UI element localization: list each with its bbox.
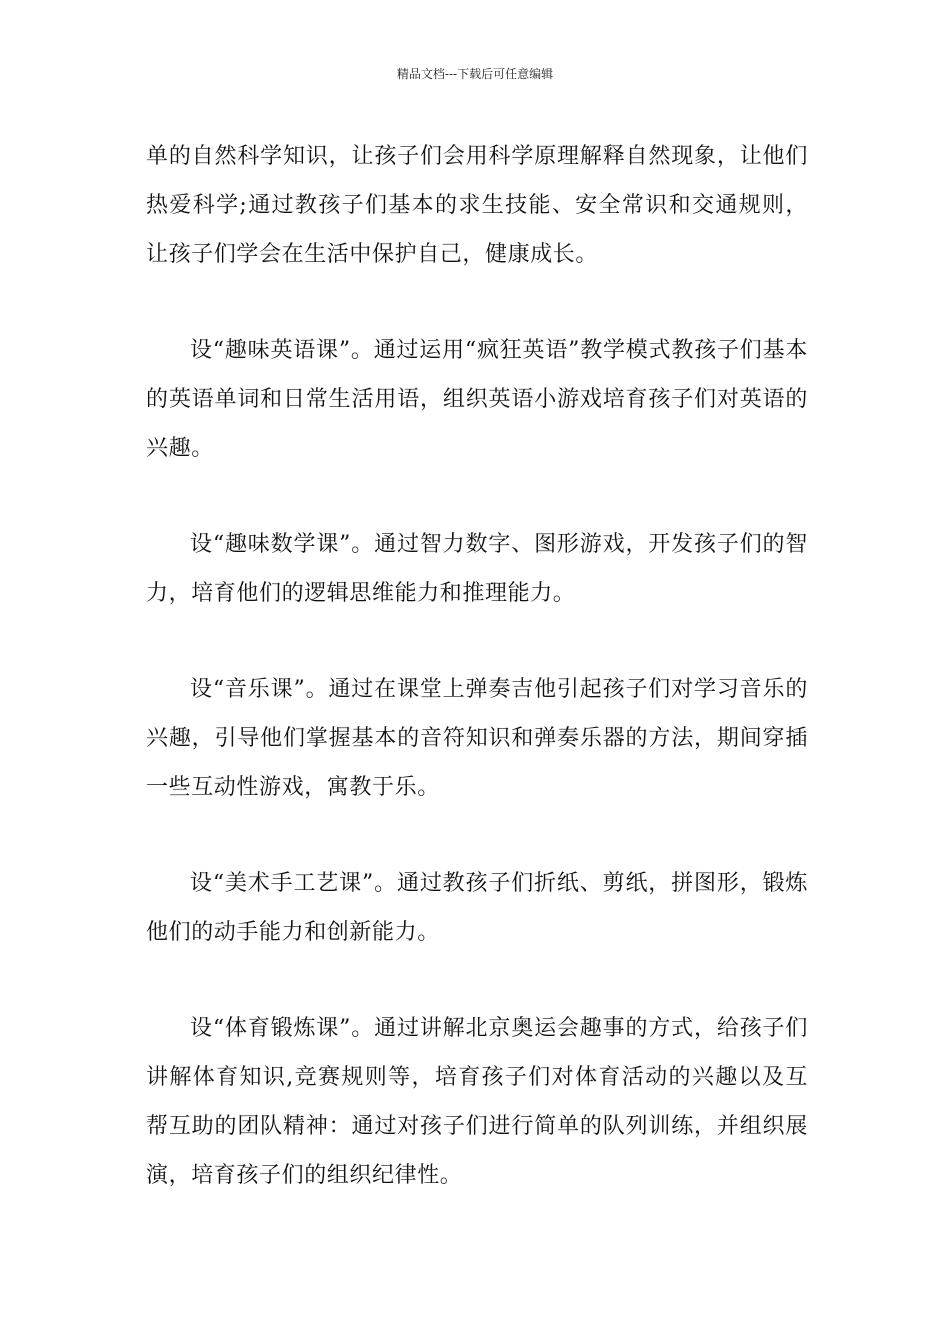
- paragraph-science-continuation: 单的自然科学知识，让孩子们会用科学原理解释自然现象，让他们热爱科学;通过教孩子们基本的求生技能、安全常识和交通规则，让孩子们学会在生活中保护自己，健康成长。: [146, 144, 808, 267]
- paragraph-english-class: 设“趣味英语课”。通过运用“疯狂英语”教学模式教孩子们基本的英语单词和日常生活用语，组织英语小游戏培育孩子们对英语的兴趣。: [146, 338, 808, 461]
- paragraph-math-class: 设“趣味数学课”。通过智力数字、图形游戏，开发孩子们的智力，培育他们的逻辑思维能力和推理能力。: [146, 532, 808, 606]
- page-header: 精品文档---下载后可任意编辑: [396, 67, 554, 81]
- paragraph-art-craft-class: 设“美术手工艺课”。通过教孩子们折纸、剪纸，拼图形，锻炼他们的动手能力和创新能力。: [146, 871, 808, 945]
- paragraph-music-class: 设“音乐课”。通过在课堂上弹奏吉他引起孩子们对学习音乐的兴趣，引导他们掌握基本的音符知识和弹奏乐器的方法，期间穿插一些互动性游戏，寓教于乐。: [146, 677, 808, 800]
- paragraph-sports-class: 设“体育锻炼课”。通过讲解北京奥运会趣事的方式，给孩子们讲解体育知识,竞赛规则等，培育孩子们对体育活动的兴趣以及互帮互助的团队精神：通过对孩子们进行简单的队列训练，并组织展演，培育孩子们的组织纪律性。: [146, 1016, 808, 1188]
- document-body: [146, 132, 808, 1247]
